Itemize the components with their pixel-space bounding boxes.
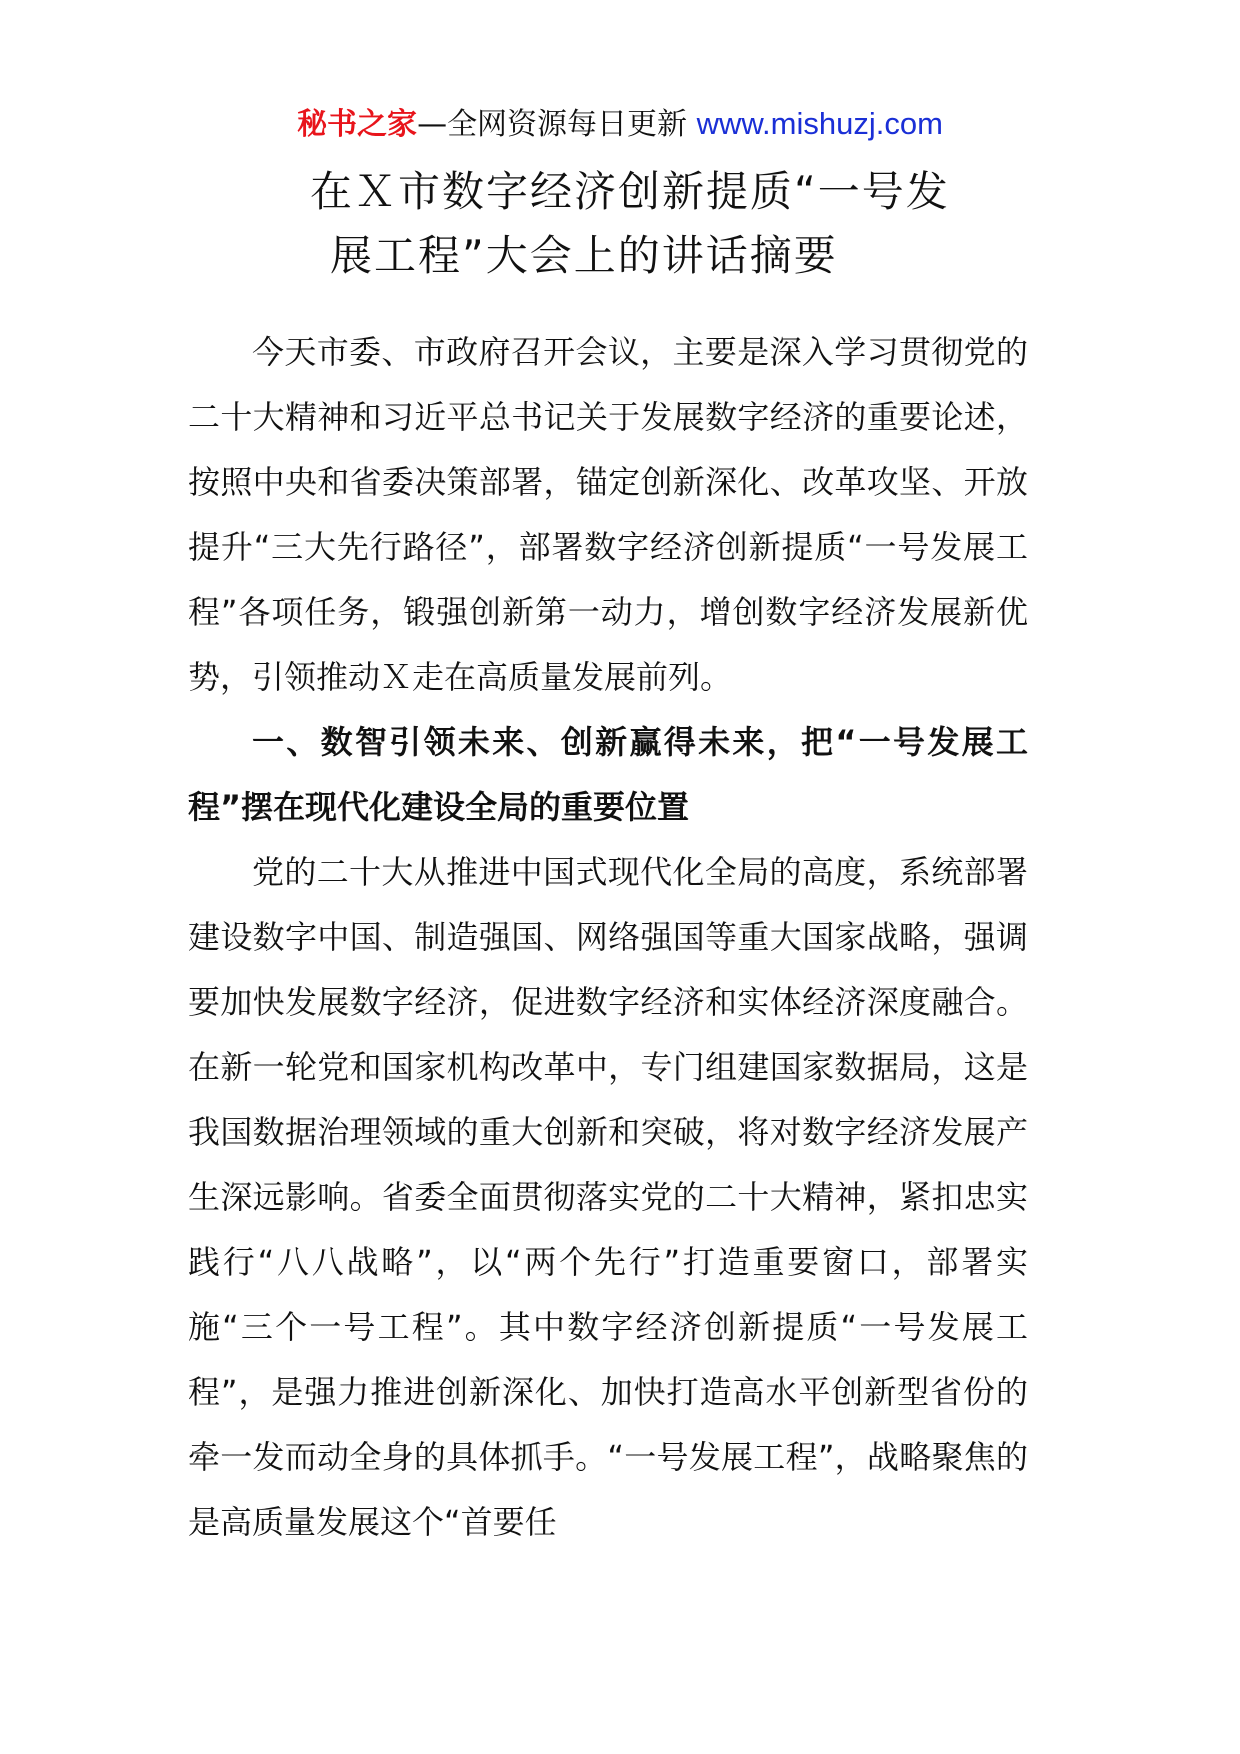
document-title	[300, 160, 1060, 288]
document-body	[188, 320, 1028, 1555]
body-paragraph: 党的二十大从推进中国式现代化全局的高度，系统部署建设数字中国、制造强国、网络强国等重大国家战略，强调要加快发展数字经济，促进数字经济和实体经济深度融合。在新一轮党和国家机构改革中，专门组建国家数据局，这是我国数据治理领域的重大创新和突破，将对数字经济发展产生深远影响。省委全面贯彻落实党的二十大精神，紧扣忠实践行“八八战略”，以“两个先行”打造重要窗口，部署实施“三个一号工程”。其中数字经济创新提质“一号发展工程”，是强力推进创新深化、加快打造高水平创新型省份的牵一发而动全身的具体抓手。“一号发展工程”，战略聚焦的是高质量发展这个“首要任	[188, 853, 1028, 1541]
section-heading: 一、数智引领未来、创新赢得未来，把“一号发展工程”摆在现代化建设全局的重要位置	[188, 723, 1028, 826]
header-tagline: —全网资源每日更新	[417, 107, 697, 142]
site-header	[0, 104, 1240, 145]
title-line-2: 展工程”大会上的讲话摘要	[330, 231, 838, 280]
brand-name: 秘书之家	[297, 107, 418, 142]
site-url-link[interactable]: www.mishuzj.com	[696, 106, 943, 141]
body-paragraph: 今天市委、市政府召开会议，主要是深入学习贯彻党的二十大精神和习近平总书记关于发展数字经济的重要论述，按照中央和省委决策部署，锚定创新深化、改革攻坚、开放提升“三大先行路径”，部署数字经济创新提质“一号发展工程”各项任务，锻强创新第一动力，增创数字经济发展新优势，引领推动Ｘ走在高质量发展前列。	[188, 333, 1028, 696]
title-line-1: 在Ｘ市数字经济创新提质“一号发	[310, 167, 950, 216]
